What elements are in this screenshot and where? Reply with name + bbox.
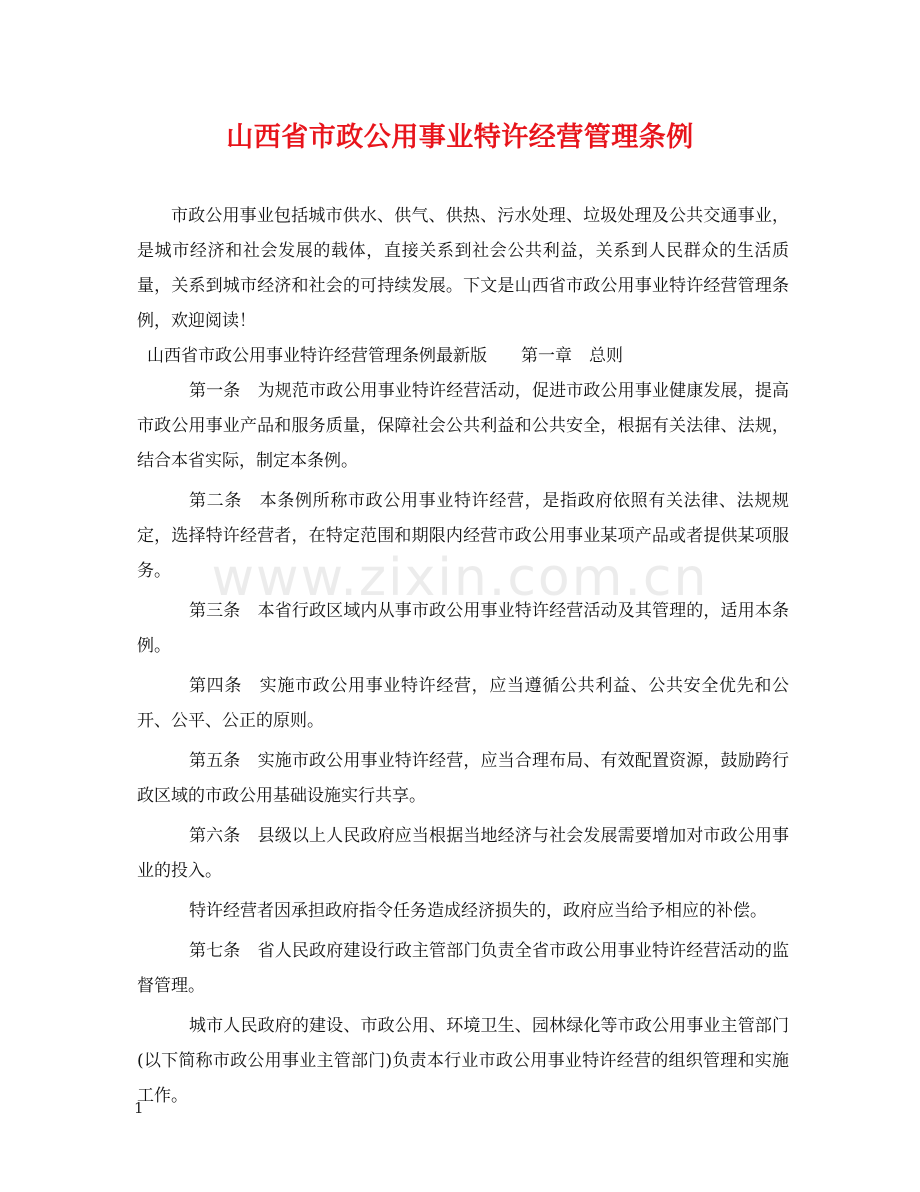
document-title: 山西省市政公用事业特许经营管理条例 <box>226 122 694 153</box>
article-paragraph: 第五条 实施市政公用事业特许经营，应当合理布局、有效配置资源，鼓励跨行政区域的市政公用基础设施实行共享。 <box>137 751 789 806</box>
page-number: 1 <box>134 1099 144 1117</box>
intro-paragraph: 市政公用事业包括城市供水、供气、供热、污水处理、垃圾处理及公共交通事业，是城市经济和社会发展的载体，直接关系到社会公共利益，关系到人民群众的生活质量，关系到城市经济和社会的可持续发展。下文是山西省市政公用事业特许经营管理条例，欢迎阅读！ <box>137 206 789 331</box>
article-paragraph: 第二条 本条例所称市政公用事业特许经营，是指政府依照有关法律、法规规定，选择特许经营者，在特定范围和期限内经营市政公用事业某项产品或者提供某项服务。 <box>137 491 789 581</box>
watermark: www.zixin.com.cn <box>211 548 709 608</box>
article-paragraph: 城市人民政府的建设、市政公用、环境卫生、园林绿化等市政公用事业主管部门(以下简称市政公用事业主管部门)负责本行业市政公用事业特许经营的组织管理和实施工作。 <box>137 1016 789 1106</box>
article-paragraph: 第六条 县级以上人民政府应当根据当地经济与社会发展需要增加对市政公用事业的投入。 <box>137 826 789 881</box>
article-paragraph: 第七条 省人民政府建设行政主管部门负责全省市政公用事业特许经营活动的监督管理。 <box>137 941 789 996</box>
article-paragraph: 第四条 实施市政公用事业特许经营，应当遵循公共利益、公共安全优先和公开、公平、公正的原则。 <box>137 676 789 731</box>
chapter-subheading: 山西省市政公用事业特许经营管理条例最新版 第一章 总则 <box>147 346 623 366</box>
document-body <box>137 199 789 1114</box>
article-paragraph: 第一条 为规范市政公用事业特许经营活动，促进市政公用事业健康发展，提高市政公用事业产品和服务质量，保障社会公共利益和公共安全，根据有关法律、法规，结合本省实际，制定本条例。 <box>137 381 789 471</box>
article-paragraph: 特许经营者因承担政府指令任务造成经济损失的，政府应当给予相应的补偿。 <box>189 901 767 921</box>
article-paragraph: 第三条 本省行政区域内从事市政公用事业特许经营活动及其管理的，适用本条例。 <box>137 601 789 656</box>
